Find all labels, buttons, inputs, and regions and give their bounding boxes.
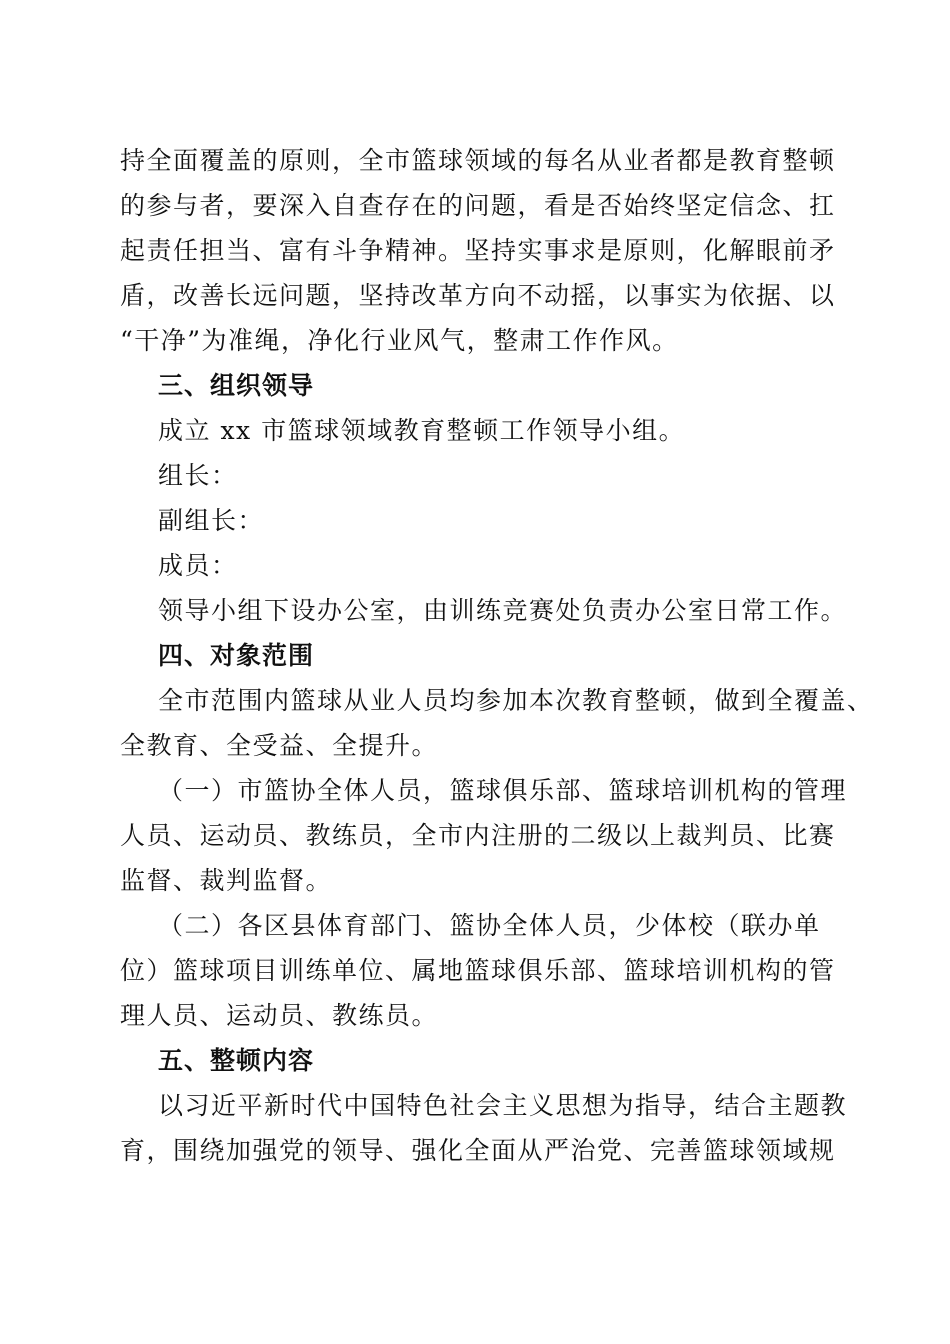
paragraph-line: 全教育、全受益、全提升。: [120, 731, 439, 760]
leader-line: 组长：: [158, 461, 238, 490]
paragraph-line: （二）各区县体育部门、篮协全体人员，少体校（联办单: [158, 911, 821, 940]
paragraph-line: 全市范围内篮球从业人员均参加本次教育整顿，做到全覆盖、: [158, 686, 874, 715]
paragraph-line: 起责任担当、富有斗争精神。坚持实事求是原则，化解眼前矛: [120, 236, 836, 265]
paragraph-line: 盾，改善长远问题，坚持改革方向不动摇，以事实为依据、以: [120, 281, 836, 310]
paragraph-line: 领导小组下设办公室，由训练竞赛处负责办公室日常工作。: [158, 596, 848, 625]
paragraph-line: “干净”为准绳，净化行业风气，整肃工作作风。: [120, 326, 679, 355]
paragraph-line: 持全面覆盖的原则，全市篮球领域的每名从业者都是教育整顿: [120, 146, 836, 175]
members-line: 成员：: [158, 551, 238, 580]
paragraph-line: 监督、裁判监督。: [120, 866, 333, 895]
section-heading-organization: 三、组织领导: [158, 371, 315, 400]
section-heading-scope: 四、对象范围: [158, 641, 315, 670]
paragraph-line: 位）篮球项目训练单位、属地篮球俱乐部、篮球培训机构的管: [120, 956, 836, 985]
paragraph-line: 育，围绕加强党的领导、强化全面从严治党、完善篮球领域规: [120, 1136, 836, 1165]
paragraph-line: 人员、运动员、教练员，全市内注册的二级以上裁判员、比赛: [120, 821, 836, 850]
paragraph-line: （一）市篮协全体人员，篮球俱乐部、篮球培训机构的管理: [158, 776, 848, 805]
paragraph-line: 以习近平新时代中国特色社会主义思想为指导，结合主题教: [158, 1091, 848, 1120]
paragraph-line: 的参与者，要深入自查存在的问题，看是否始终坚定信念、扛: [120, 191, 836, 220]
paragraph-line: 理人员、运动员、教练员。: [120, 1001, 439, 1030]
paragraph-line: 成立 xx 市篮球领域教育整顿工作领导小组。: [158, 416, 686, 445]
deputy-leader-line: 副组长：: [158, 506, 265, 535]
section-heading-content: 五、整顿内容: [158, 1046, 315, 1075]
